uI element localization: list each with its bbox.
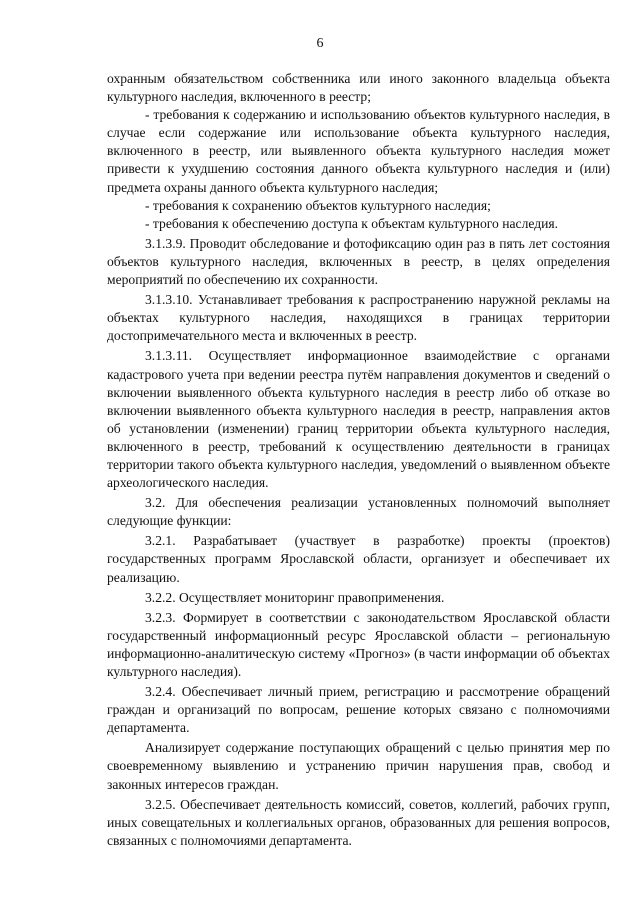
paragraph-requirements-preservation: - требования к сохранению объектов культурного наследия; [145,197,491,213]
paragraph-3-2-3: 3.2.3. Формирует в соответствии с законодательством Ярославской области государственный информационный ресурс Ярославской области – региональную информационно-аналитическую систему «Прогноз» (в части информации об объектах культурного наследия). [107,609,610,679]
paragraph-3-1-3-10: 3.1.3.10. Устанавливает требования к распространению наружной рекламы на объектах культурного наследия, находящихся в границах территории достопримечательного места и включенных в реестр. [107,292,610,344]
paragraph-3-1-3-11: 3.1.3.11. Осуществляет информационное взаимодействие с органами кадастрового учета при ведении реестра путём направления документов и сведений о включении выявленного объекта культурного наследия в реестр либо об отказе во включении выявленного объекта культурного наследия в реестр, направления актов об установлении (изменении) границ территории объекта культурного наследия, включенного в реестр, требований к осуществлению деятельности в границах территории такого объекта культурного наследия, уведомлений о выявленном объекте археологического наследия. [107,348,610,491]
paragraph-3-2: 3.2. Для обеспечения реализации установленных полномочий выполняет следующие функции: [107,495,610,529]
document-body [107,70,610,850]
paragraph-continuation: охранным обязательством собственника или иного законного владельца объекта культурного наследия, включенного в реестр; [107,71,610,105]
paragraph-requirements-access: - требования к обеспечению доступа к объектам культурного наследия. [145,215,559,231]
paragraph-3-1-3-9: 3.1.3.9. Проводит обследование и фотофиксацию один раз в пять лет состояния объектов культурного наследия, включенных в реестр, в целях определения мероприятий по обеспечению их сохранности. [107,235,610,288]
paragraph-appeals-analysis: Анализирует содержание поступающих обращений с целью принятия мер по своевременному выявлению и устранению причин нарушения прав, свобод и законных интересов граждан. [107,740,610,792]
paragraph-3-2-1: 3.2.1. Разрабатывает (участвует в разработке) проекты (проектов) государственных программ Ярославской области, организует и обеспечивает их реализацию. [107,533,610,585]
paragraph-3-2-4: 3.2.4. Обеспечивает личный прием, регистрацию и рассмотрение обращений граждан и организаций по вопросам, решение которых связано с полномочиями департамента. [107,684,610,736]
paragraph-requirements-maintenance: - требования к содержанию и использованию объектов культурного наследия, в случае если содержание или использование объекта культурного наследия, включенного в реестр, или выявленного объекта культурного наследия может привести к ухудшению состояния данного объекта культурного наследия и (или) предмета охраны данного объекта культурного наследия; [107,107,610,195]
paragraph-3-2-5: 3.2.5. Обеспечивает деятельность комиссий, советов, коллегий, рабочих групп, иных совещательных и коллегиальных органов, образованных для решения вопросов, связанных с полномочиями департамента. [107,796,610,848]
paragraph-3-2-2: 3.2.2. Осуществляет мониторинг правоприменения. [145,589,445,605]
page-number: 6 [316,36,324,51]
